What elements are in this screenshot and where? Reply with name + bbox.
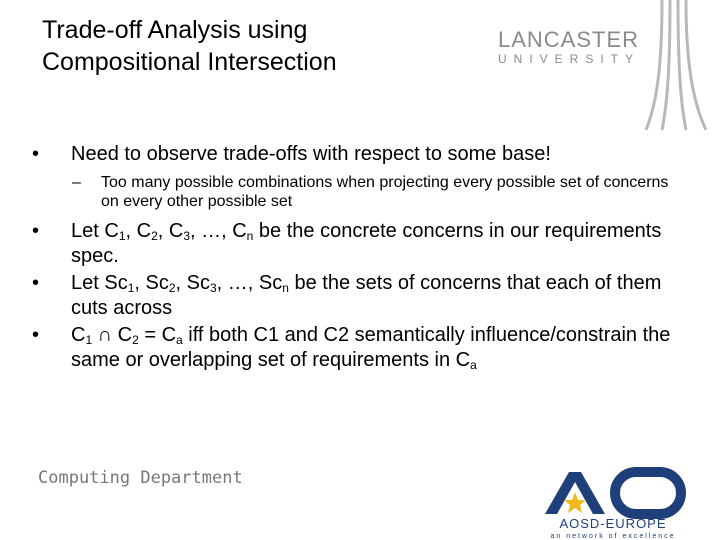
footer-department: Computing Department [38,468,243,488]
text-segment: Let Sc [71,272,128,294]
bullet-mark: • [32,220,40,242]
text-segment: be the sets of concerns that each of them cuts across [71,272,662,319]
bullet-concrete-concerns [30,219,690,269]
bullet-text: Need to observe trade-offs with respect to some base! [71,143,551,165]
bullet-concern-sets [30,271,690,321]
text-segment: be the concrete concerns in our requirements spec. [71,220,662,267]
text-segment: , …, C [190,220,247,242]
bullet-mark: • [32,324,40,346]
aosd-tagline: an network of excellence [550,533,676,540]
subscript: 1 [118,229,126,243]
text-segment: , C [157,220,184,242]
subscript: 3 [183,229,190,243]
lancaster-logo [498,28,643,66]
text-segment: Let C [71,220,119,242]
lancaster-logo-name: LANCASTER [498,27,640,52]
title-line-1: Trade-off Analysis using [42,16,308,44]
subscript: 2 [151,229,158,243]
subscript: 1 [85,333,93,347]
bullet-mark: • [32,143,40,165]
text-segment: , Sc [134,272,169,294]
slide-title [42,14,442,78]
title-line-2: Compositional Intersection [42,48,337,76]
subscript: 2 [132,333,139,347]
intersection-operator: ∩ [92,324,118,346]
subscript: a [470,358,477,372]
subscript: a [176,333,183,347]
decorative-stripes-icon [640,0,720,130]
subscript: 2 [168,281,176,295]
aosd-name: AOSD-EUROPE [559,516,667,531]
sub-bullet-combinations [30,173,690,211]
subscript: 3 [209,281,217,295]
aosd-europe-logo [535,462,695,540]
text-segment: , …, Sc [216,272,283,294]
bullet-mark: • [32,272,40,294]
sub-bullet-text: Too many possible combinations when projecting every possible set of concerns on every other possible set [101,174,669,210]
text-segment: iff both C1 and C2 semantically influence/constrain the same or overlapping set of requirements in C [71,324,671,371]
text-segment: = C [138,324,177,346]
slide-body [30,142,690,375]
dash-mark: – [72,174,81,191]
subscript: n [246,229,254,243]
bullet-intersection [30,323,690,373]
lancaster-logo-sub: UNIVERSITY [498,52,641,66]
subscript: 1 [127,281,135,295]
text-segment: , Sc [175,272,210,294]
subscript: n [282,281,289,295]
aosd-letter-o-icon [615,472,681,514]
bullet-trade-offs [30,142,690,167]
text-segment: , C [125,220,152,242]
text-segment: C [117,324,133,346]
text-segment: C [71,324,86,346]
